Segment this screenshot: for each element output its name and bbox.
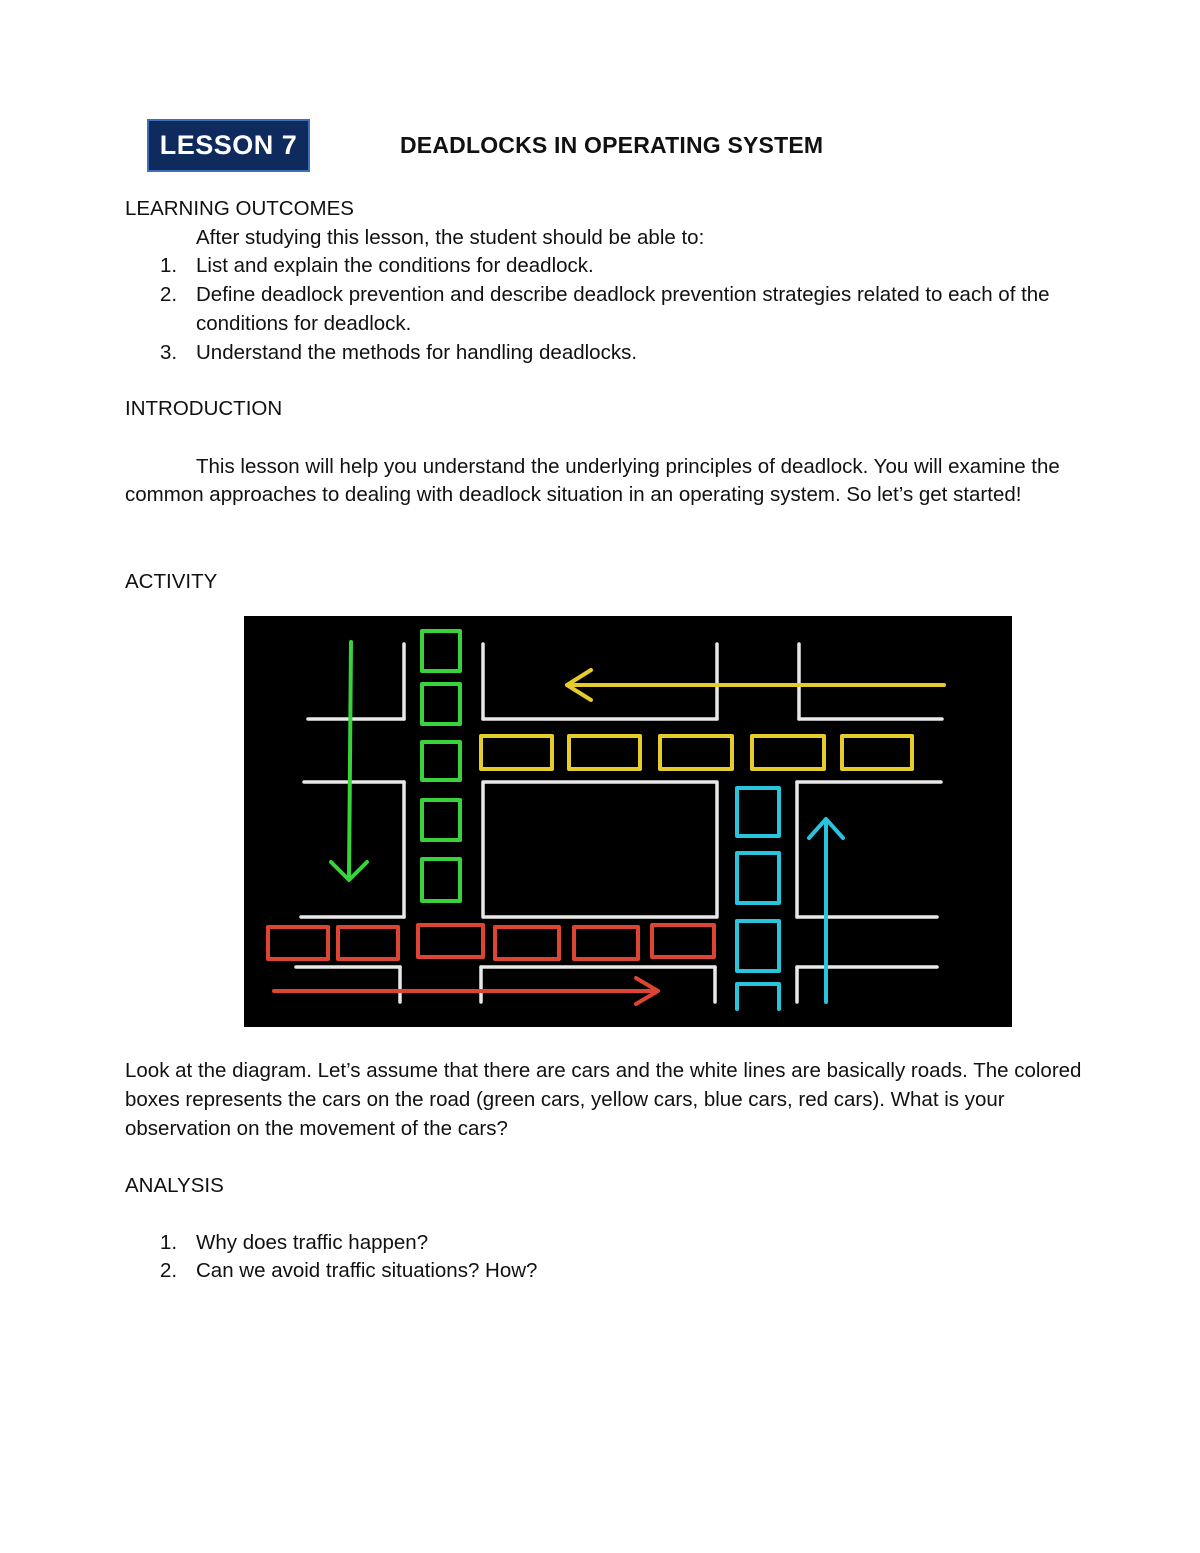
- green-cars: [422, 631, 460, 901]
- outcome-number: 3.: [160, 341, 178, 364]
- blue-car: [737, 921, 779, 971]
- analysis-question: Can we avoid traffic situations? How?: [196, 1259, 538, 1282]
- red-car: [268, 927, 328, 959]
- yellow-car: [752, 736, 824, 769]
- blue-cars: [737, 788, 779, 1009]
- red-car: [652, 925, 714, 957]
- red-arrow: [274, 978, 658, 1004]
- learning-outcomes-heading: LEARNING OUTCOMES: [125, 197, 354, 220]
- yellow-arrow: [567, 670, 944, 700]
- green-car: [422, 800, 460, 840]
- outcome-number: 2.: [160, 283, 178, 306]
- blue-arrow: [809, 819, 843, 1002]
- green-car: [422, 684, 460, 724]
- learning-outcomes-intro: After studying this lesson, the student should be able to:: [196, 226, 705, 249]
- blue-car: [737, 853, 779, 903]
- red-car: [574, 927, 638, 959]
- blue-car: [737, 788, 779, 836]
- yellow-cars: [481, 736, 912, 769]
- outcome-item: List and explain the conditions for deadlock.: [196, 254, 594, 277]
- activity-caption: Look at the diagram. Let’s assume that there are cars and the white lines are basically roads. The colored boxes represents the cars on the road (green cars, yellow cars, blue cars, red cars). What is your observation on the movement of the cars?: [125, 1059, 1082, 1140]
- blue-car: [737, 984, 779, 1009]
- introduction-heading: INTRODUCTION: [125, 397, 283, 420]
- red-car: [338, 927, 398, 959]
- outcome-number: 1.: [160, 254, 178, 277]
- red-car: [495, 927, 559, 959]
- green-car: [422, 742, 460, 780]
- introduction-text: This lesson will help you understand the underlying principles of deadlock. You will examine the common approaches to dealing with deadlock situation in an operating system. So let’s get started!: [125, 455, 1060, 506]
- activity-heading: ACTIVITY: [125, 570, 218, 593]
- road-lines: [296, 644, 942, 1002]
- introduction-paragraph: [125, 453, 1085, 509]
- green-car: [422, 859, 460, 901]
- red-cars: [268, 925, 714, 959]
- green-arrow: [331, 642, 367, 880]
- analysis-number: 2.: [160, 1259, 178, 1282]
- analysis-heading: ANALYSIS: [125, 1174, 224, 1197]
- yellow-car: [842, 736, 912, 769]
- analysis-number: 1.: [160, 1231, 178, 1254]
- document-title: DEADLOCKS IN OPERATING SYSTEM: [400, 132, 824, 158]
- yellow-car: [569, 736, 640, 769]
- lesson-badge: LESSON 7: [147, 119, 310, 172]
- red-car: [418, 925, 483, 957]
- analysis-question: Why does traffic happen?: [196, 1231, 429, 1254]
- green-car: [422, 631, 460, 671]
- traffic-deadlock-diagram: [244, 616, 1012, 1027]
- outcome-item: Understand the methods for handling deadlocks.: [196, 341, 638, 364]
- outcome-item: Define deadlock prevention and describe deadlock prevention strategies related to each of the conditions for deadlock.: [196, 283, 1050, 335]
- yellow-car: [660, 736, 732, 769]
- yellow-car: [481, 736, 552, 769]
